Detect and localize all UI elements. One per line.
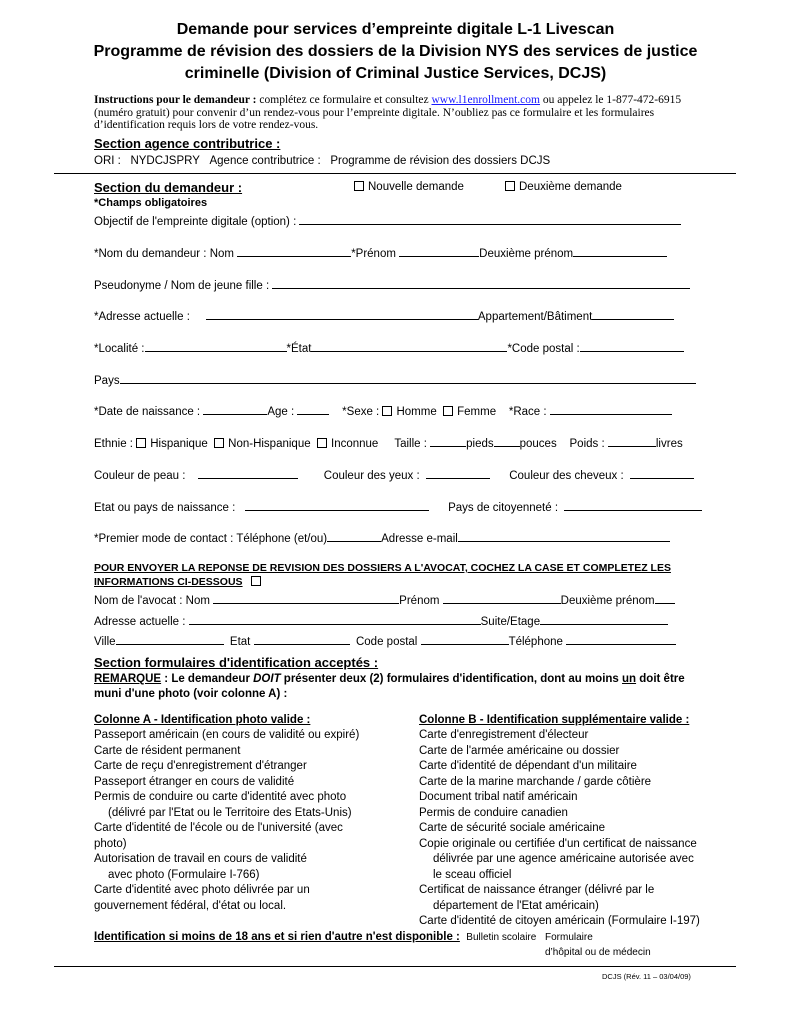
section-divider — [54, 173, 736, 174]
attorney-name-row: Nom de l'avocat : Nom Prénom Deuxième prénom — [94, 592, 675, 607]
title-line-2: Programme de révision des dossiers de la Division NYS des services de justice — [93, 43, 698, 60]
footer-revision: DCJS (Rév. 11 – 03/04/09) — [602, 972, 691, 981]
new-request-checkbox[interactable] — [354, 181, 364, 191]
first-name-field[interactable] — [399, 245, 479, 257]
list-item: Passeport américain (en cours de validité ou expiré) — [94, 729, 360, 741]
list-item: Carte d'identité de citoyen américain (Formulaire I-197) — [419, 915, 700, 927]
attorney-instruction-2-row — [94, 576, 265, 588]
new-request-option[interactable]: Nouvelle demande — [354, 181, 464, 193]
ethnicity-row: Ethnie : Hispanique Non-Hispanique Inconnue Taille : pieds pouces Poids : livres — [94, 435, 683, 450]
agency-heading: Section agence contributrice : — [94, 136, 281, 151]
second-request-option[interactable]: Deuxième demande — [505, 181, 622, 193]
list-item: Passeport étranger en cours de validité — [94, 775, 295, 788]
column-a-list — [94, 728, 359, 914]
minor-id-row — [94, 931, 536, 943]
purpose-row: Objectif de l'empreinte digitale (option) : — [94, 213, 681, 228]
height-inches-field[interactable] — [494, 435, 520, 447]
zip-field[interactable] — [580, 340, 684, 352]
list-item: photo) — [94, 837, 127, 850]
agency-row: ORI : NYDCJSPRY Agence contributrice : Programme de révision des dossiers DCJS — [94, 155, 551, 167]
list-item: le sceau officiel — [433, 868, 512, 881]
hair-color-field[interactable] — [630, 467, 694, 479]
female-checkbox[interactable] — [443, 406, 453, 416]
dob-row: *Date de naissance : Age : *Sexe : Homme Femme *Race : — [94, 403, 672, 418]
city-field[interactable] — [145, 340, 287, 352]
race-field[interactable] — [550, 403, 672, 415]
list-item: délivrée par une agence américaine autorisée avec — [433, 853, 694, 865]
email-field[interactable] — [458, 530, 670, 542]
list-item: Document tribal natif américain — [419, 791, 578, 803]
height-feet-field[interactable] — [430, 435, 466, 447]
alias-row: Pseudonyme / Nom de jeune fille : — [94, 277, 690, 292]
attorney-suite-field[interactable] — [540, 613, 668, 625]
hispanic-checkbox[interactable] — [136, 438, 146, 448]
attorney-last-name-field[interactable] — [213, 592, 399, 604]
attorney-first-name-field[interactable] — [443, 592, 561, 604]
instructions-label: Instructions pour le demandeur : — [94, 94, 257, 106]
address-row: *Adresse actuelle : Appartement/Bâtiment — [94, 308, 674, 323]
list-item: Carte de l'armée américaine ou dossier — [419, 744, 620, 757]
attorney-checkbox[interactable] — [251, 576, 261, 586]
list-item: Carte de reçu d'enregistrement d'étranger — [94, 760, 307, 772]
instructions: Instructions pour le demandeur : complétez ce formulaire et consultez www.l1enrollment.com ou appelez le 1-877-472-6915 (numéro gratuit) pour convenir d’un rendez-vous pour l’empreinte digitale. N’oubliez pas ce formulaire et les formulaires d’identification requis lors de votre rendez-vous. — [94, 94, 682, 131]
list-item: Autorisation de travail en cours de validité — [94, 853, 307, 865]
minor-option-hospital-line-1: Formulaire — [545, 932, 593, 943]
birthplace-row: Etat ou pays de naissance : Pays de citoyenneté : — [94, 499, 702, 514]
purpose-field[interactable] — [299, 213, 681, 225]
column-b-list — [419, 728, 700, 930]
list-item: (délivré par l'Etat ou le Territoire des Etats-Unis) — [108, 806, 352, 819]
title-line-1: Demande pour services d’empreinte digitale L-1 Livescan — [176, 21, 615, 38]
list-item: avec photo (Formulaire I-766) — [108, 868, 260, 881]
attorney-instruction-2: INFORMATIONS CI-DESSOUS — [94, 576, 243, 588]
remark-line-2: muni d'une photo (voir colonne A) : — [94, 688, 288, 700]
attorney-zip-field[interactable] — [421, 633, 509, 645]
list-item: Carte d'enregistrement d'électeur — [419, 729, 589, 741]
second-request-checkbox[interactable] — [505, 181, 515, 191]
remark-line-1: REMARQUE : Le demandeur DOIT présenter deux (2) formulaires d'identification, dont au moins un doit être — [94, 673, 685, 685]
country-field[interactable] — [120, 372, 696, 384]
age-field[interactable] — [297, 403, 329, 415]
column-b-heading: Colonne B - Identification supplémentaire valide : — [419, 714, 690, 726]
id-heading: Section formulaires d'identification acceptés : — [94, 655, 379, 670]
minor-option-report-card: Bulletin scolaire — [466, 932, 537, 943]
required-note: *Champs obligatoires — [94, 197, 208, 209]
attorney-middle-name-field[interactable] — [655, 592, 675, 604]
list-item: Copie originale ou certifiée d'un certificat de naissance — [419, 837, 697, 850]
male-checkbox[interactable] — [382, 406, 392, 416]
list-item: Carte d'identité de l'école ou de l'université (avec — [94, 822, 343, 834]
eye-color-field[interactable] — [426, 467, 490, 479]
title-line-3: criminelle (Division of Criminal Justice Services, DCJS) — [184, 65, 607, 82]
last-name-field[interactable] — [237, 245, 351, 257]
middle-name-field[interactable] — [573, 245, 667, 257]
state-field[interactable] — [311, 340, 507, 352]
attorney-instruction-1: POUR ENVOYER LA REPONSE DE REVISION DES DOSSIERS A L'AVOCAT, COCHEZ LA CASE ET COMPLETEZ LES — [94, 562, 671, 574]
dob-field[interactable] — [203, 403, 267, 415]
list-item: département de l'Etat américain) — [433, 899, 599, 912]
attorney-address-row: Adresse actuelle : Suite/Etage — [94, 613, 668, 628]
phone-field[interactable] — [327, 530, 381, 542]
list-item: Permis de conduire canadien — [419, 806, 568, 819]
ori-value: NYDCJSPRY — [130, 155, 200, 167]
list-item: Certificat de naissance étranger (délivré par le — [419, 884, 655, 896]
applicant-heading: Section du demandeur : — [94, 180, 243, 195]
list-item: gouvernement fédéral, d'état ou local. — [94, 899, 287, 912]
minor-option-hospital-line-2: d’hôpital ou de médecin — [545, 947, 651, 958]
agency-value: Programme de révision des dossiers DCJS — [330, 155, 551, 167]
list-item: Carte d'identité avec photo délivrée par un — [94, 884, 310, 896]
weight-field[interactable] — [608, 435, 656, 447]
footer-divider — [54, 966, 736, 967]
attorney-phone-field[interactable] — [566, 633, 676, 645]
birthplace-field[interactable] — [245, 499, 429, 511]
country-row: Pays — [94, 372, 696, 387]
list-item: Carte d'identité de dépendant d'un militaire — [419, 760, 637, 772]
apartment-field[interactable] — [592, 308, 674, 320]
list-item: Permis de conduire ou carte d'identité avec photo — [94, 791, 347, 803]
attorney-address-field[interactable] — [189, 613, 481, 625]
address-field[interactable] — [206, 308, 478, 320]
column-a-heading: Colonne A - Identification photo valide : — [94, 714, 311, 726]
minor-id-label: Identification si moins de 18 ans et si rien d'autre n'est disponible : — [94, 931, 460, 943]
list-item: Carte de la marine marchande / garde côtière — [419, 775, 652, 788]
contact-row: *Premier mode de contact : Téléphone (et/ou) Adresse e-mail — [94, 530, 670, 545]
attorney-state-field[interactable] — [254, 633, 350, 645]
skin-color-field[interactable] — [198, 467, 298, 479]
citizenship-field[interactable] — [564, 499, 702, 511]
attorney-city-row: Ville Etat Code postal Téléphone — [94, 633, 676, 648]
enrollment-link[interactable]: www.l1enrollment.com — [431, 94, 540, 106]
appearance-row: Couleur de peau : Couleur des yeux : Couleur des cheveux : — [94, 467, 694, 482]
attorney-city-field[interactable] — [116, 633, 224, 645]
name-row: *Nom du demandeur : Nom *Prénom Deuxième prénom — [94, 245, 667, 260]
list-item: Carte de résident permanent — [94, 744, 241, 757]
city-row: *Localité : *État *Code postal : — [94, 340, 684, 355]
list-item: Carte de sécurité sociale américaine — [419, 822, 606, 834]
non-hispanic-checkbox[interactable] — [214, 438, 224, 448]
unknown-ethnicity-checkbox[interactable] — [317, 438, 327, 448]
alias-field[interactable] — [272, 277, 690, 289]
